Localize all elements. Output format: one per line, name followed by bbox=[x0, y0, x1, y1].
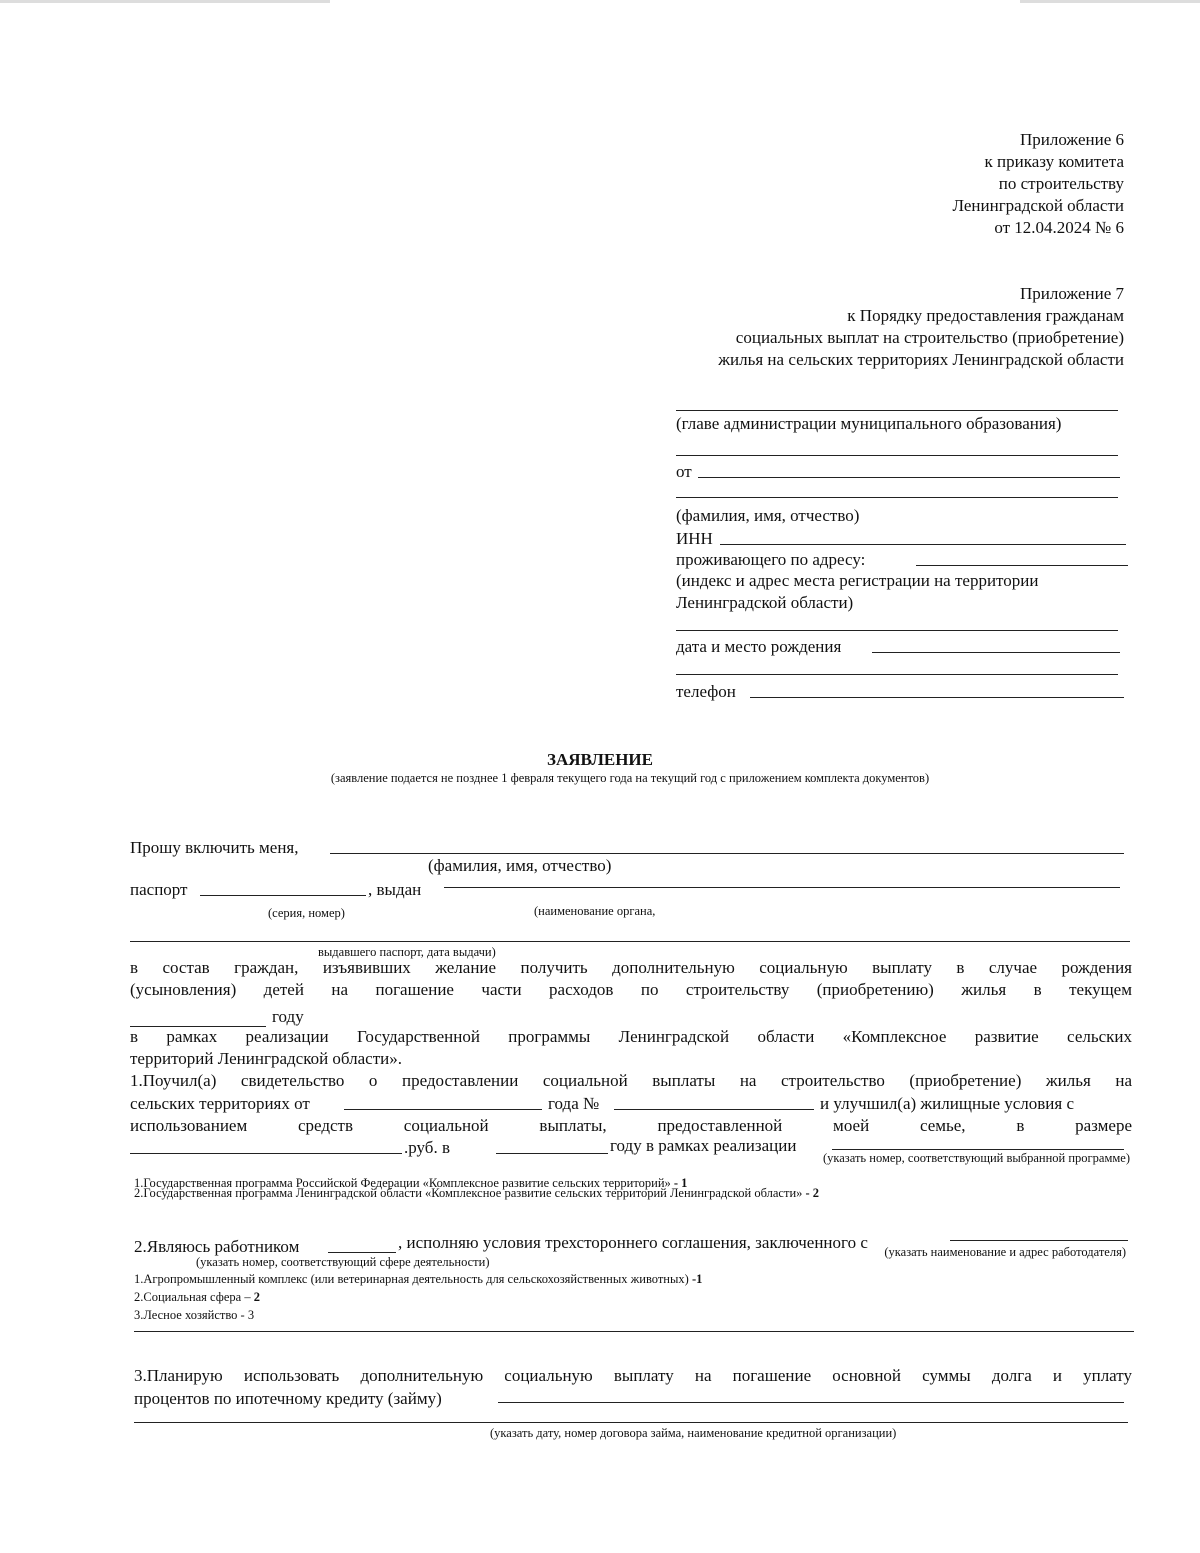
request-fio-hint: (фамилия, имя, отчество) bbox=[428, 856, 612, 875]
address-line-2 bbox=[676, 630, 1118, 631]
inn-line bbox=[720, 544, 1126, 545]
sphere-1-text: 1.Агропромышленный комплекс (или ветеринарная деятельность для сельскохозяйственных животных) bbox=[134, 1272, 689, 1286]
s1-year-line bbox=[496, 1153, 608, 1154]
appendix7-line2: к Порядку предоставления гражданам bbox=[847, 306, 1124, 325]
sphere-2 bbox=[134, 1289, 260, 1305]
appendix7-line1: Приложение 7 bbox=[1020, 284, 1124, 303]
address-hint-1: (индекс и адрес места регистрации на территории bbox=[676, 571, 1039, 590]
s3-credit-line bbox=[498, 1402, 1124, 1403]
program-1-number: - 1 bbox=[673, 1176, 688, 1190]
passport-line bbox=[200, 895, 366, 896]
issuer-line bbox=[444, 887, 1120, 888]
sphere-3: 3.Лесное хозяйство - 3 bbox=[134, 1308, 255, 1322]
appendix7-line4: жилья на сельских территориях Ленинградской области bbox=[718, 350, 1124, 369]
program-2-text: 2.Государственная программа Ленинградской области «Комплексное развитие сельских территорий Ленинградской области» bbox=[134, 1186, 803, 1200]
birth-label: дата и место рождения bbox=[676, 637, 842, 656]
s1-improved-label: и улучшил(а) жилищные условия с bbox=[820, 1094, 1075, 1113]
program-2-number: - 2 bbox=[805, 1186, 820, 1200]
s1-amount-line bbox=[130, 1153, 402, 1154]
s1-rub-label: .руб. в bbox=[404, 1138, 450, 1157]
s1-number-label: года № bbox=[548, 1094, 600, 1113]
fio-hint: (фамилия, имя, отчество) bbox=[676, 506, 860, 525]
s1-line3: использованием средств социальной выплаты, предоставленной моей семье, в размере bbox=[130, 1116, 1132, 1135]
s2-extra-line bbox=[134, 1331, 1134, 1332]
request-label: Прошу включить меня, bbox=[130, 838, 299, 857]
issued-label: , выдан bbox=[368, 880, 422, 899]
appendix6-line4: Ленинградской области bbox=[952, 196, 1124, 215]
addressee-head-line bbox=[676, 410, 1118, 411]
addressee-head-hint: (главе администрации муниципального образования) bbox=[676, 414, 1062, 433]
birth-line bbox=[872, 652, 1120, 653]
appendix6-line1: Приложение 6 bbox=[1020, 130, 1124, 149]
s2-employer-hint: (указать наименование и адрес работодателя) bbox=[884, 1245, 1126, 1259]
birth-line-2 bbox=[676, 674, 1118, 675]
series-hint: (серия, номер) bbox=[268, 906, 345, 920]
program-1-text: 1.Государственная программа Российской Федерации «Комплексное развитие сельских территорий» bbox=[134, 1176, 671, 1190]
document-title: ЗАЯВЛЕНИЕ bbox=[546, 750, 653, 769]
p1-line3: в рамках реализации Государственной программы Ленинградской области «Комплексное развитие сельских bbox=[130, 1027, 1132, 1046]
address-line bbox=[916, 565, 1128, 566]
p1-line1: в состав граждан, изъявивших желание получить дополнительную социальную выплату в случае рождения bbox=[130, 958, 1132, 977]
p1-line4: территорий Ленинградской области». bbox=[130, 1049, 403, 1068]
document-subtitle: (заявление подается не позднее 1 февраля текущего года на текущий год с приложением комплекта документов) bbox=[330, 771, 930, 785]
appendix6-line3: по строительству bbox=[998, 174, 1124, 193]
issuer-hint: выдавшего паспорт, дата выдачи) bbox=[318, 945, 496, 959]
s1-program-label: году в рамках реализации bbox=[610, 1136, 797, 1155]
s3-line2: процентов по ипотечному кредиту (займу) bbox=[134, 1389, 442, 1408]
sphere-1 bbox=[134, 1271, 702, 1287]
p1-year: году bbox=[272, 1007, 304, 1026]
s3-credit-line-2 bbox=[134, 1422, 1128, 1423]
scan-mark-right bbox=[1020, 0, 1200, 3]
s3-hint: (указать дату, номер договора займа, наименование кредитной организации) bbox=[490, 1426, 897, 1440]
s2-agreement-label: , исполняю условия трехстороннего соглашения, заключенного с bbox=[398, 1233, 868, 1252]
appendix6-line5: от 12.04.2024 № 6 bbox=[994, 218, 1124, 237]
from-label: от bbox=[676, 462, 692, 481]
address-label: проживающего по адресу: bbox=[676, 550, 866, 569]
passport-label: паспорт bbox=[130, 880, 188, 899]
appendix7-line3: социальных выплат на строительство (приобретение) bbox=[735, 328, 1124, 347]
sphere-2-text: 2.Социальная сфера – bbox=[134, 1290, 251, 1304]
s2-employer-line bbox=[950, 1240, 1128, 1241]
sphere-1-number: -1 bbox=[691, 1272, 703, 1286]
s1-date-line bbox=[344, 1109, 542, 1110]
s3-line1: 3.Планирую использовать дополнительную социальную выплату на погашение основной суммы долга и уплату bbox=[134, 1366, 1132, 1385]
address-hint-2: Ленинградской области) bbox=[676, 593, 854, 612]
s2-worker-label: 2.Являюсь работником bbox=[134, 1237, 300, 1256]
s2-sphere-line bbox=[328, 1252, 396, 1253]
s2-sphere-hint: (указать номер, соответствующий сфере деятельности) bbox=[196, 1255, 490, 1269]
program-2 bbox=[134, 1185, 819, 1201]
inn-label: ИНН bbox=[676, 529, 713, 548]
appendix6-line2: к приказу комитета bbox=[984, 152, 1124, 171]
issuer-line-2 bbox=[130, 941, 1130, 942]
s1-number-line bbox=[614, 1109, 814, 1110]
phone-label: телефон bbox=[676, 682, 736, 701]
addressee-line-3 bbox=[676, 497, 1118, 498]
request-fio-line bbox=[330, 853, 1124, 854]
s1-from-label: сельских территориях от bbox=[130, 1094, 310, 1113]
from-line bbox=[698, 477, 1120, 478]
s1-line1: 1.Поучил(а) свидетельство о предоставлении социальной выплаты на строительство (приобретение) жилья на bbox=[130, 1071, 1132, 1090]
organ-hint: (наименование органа, bbox=[534, 904, 656, 918]
addressee-line-2 bbox=[676, 455, 1118, 456]
sphere-2-number: 2 bbox=[253, 1290, 260, 1304]
scan-mark-left bbox=[0, 0, 330, 3]
p1-line2: (усыновления) детей на погашение части расходов по строительству (приобретению) жилья в текущем bbox=[130, 980, 1132, 999]
phone-line bbox=[750, 697, 1124, 698]
s1-program-hint: (указать номер, соответствующий выбранной программе) bbox=[822, 1151, 1130, 1165]
